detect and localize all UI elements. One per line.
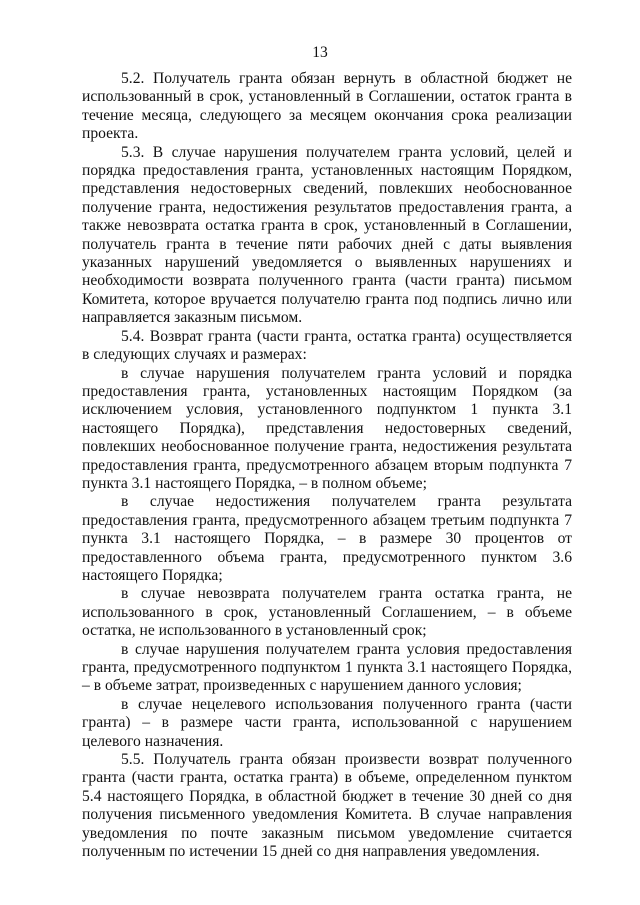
paragraph-5-4: 5.4. Возврат гранта (части гранта, остатка гранта) осуществляется в следующих случаях и размерах:	[82, 327, 572, 364]
paragraph-5-4-case-5: в случае нецелевого использования полученного гранта (части гранта) – в размере части гранта, использованной с нарушением целевого назначения.	[82, 695, 572, 750]
paragraph-5-5: 5.5. Получатель гранта обязан произвести возврат полученного гранта (части гранта, остатка гранта) в объеме, определенном пунктом 5.4 настоящего Порядка, в областной бюджет в течение 30 дней со дня получения письменного уведомления Комитета. В случае направления уведомления по почте заказным письмом уведомление считается полученным по истечении 15 дней со дня направления уведомления.	[82, 751, 572, 861]
paragraph-5-2: 5.2. Получатель гранта обязан вернуть в областной бюджет не использованный в срок, установленный в Соглашении, остаток гранта в течение месяца, следующего за месяцем окончания срока реализации проекта.	[82, 70, 572, 143]
paragraph-5-4-case-4: в случае нарушения получателем гранта условия предоставления гранта, предусмотренного подпунктом 1 пункта 3.1 настоящего Порядка, – в объеме затрат, произведенных с нарушением данного условия;	[82, 640, 572, 695]
page-number: 13	[312, 44, 328, 61]
paragraph-5-4-case-1: в случае нарушения получателем гранта условий и порядка предоставления гранта, установленных настоящим Порядком (за исключением условия, установленного подпунктом 1 пункта 3.1 настоящего Порядка), представления недостоверных сведений, повлекших необоснованное получение гранта, недостижения результата предоставления гранта, предусмотренного абзацем вторым подпункта 7 пункта 3.1 настоящего Порядка, – в полном объеме;	[82, 364, 572, 492]
paragraph-5-4-case-2: в случае недостижения получателем гранта результата предоставления гранта, предусмотренного абзацем третьим подпункта 7 пункта 3.1 настоящего Порядка, – в размере 30 процентов от предоставленного объема гранта, предусмотренного пунктом 3.6 настоящего Порядка;	[82, 493, 572, 584]
paragraph-5-4-case-3: в случае невозврата получателем гранта остатка гранта, не использованного в срок, установленный Соглашением, – в объеме остатка, не использованного в установленный срок;	[82, 585, 572, 640]
paragraph-5-3: 5.3. В случае нарушения получателем гранта условий, целей и порядка предоставления гранта, установленных настоящим Порядком, представления недостоверных сведений, повлекших необоснованное получение гранта, недостижения результатов предоставления гранта, а также невозврата остатка гранта в срок, установленный в Соглашении, получатель гранта в течение пяти рабочих дней с даты выявления указанных нарушений уведомляется о выявленных нарушениях и необходимости возврата полученного гранта (части гранта) письмом Комитета, которое вручается получателю гранта под подпись лично или направляется заказным письмом.	[82, 143, 572, 327]
document-body	[82, 70, 572, 861]
